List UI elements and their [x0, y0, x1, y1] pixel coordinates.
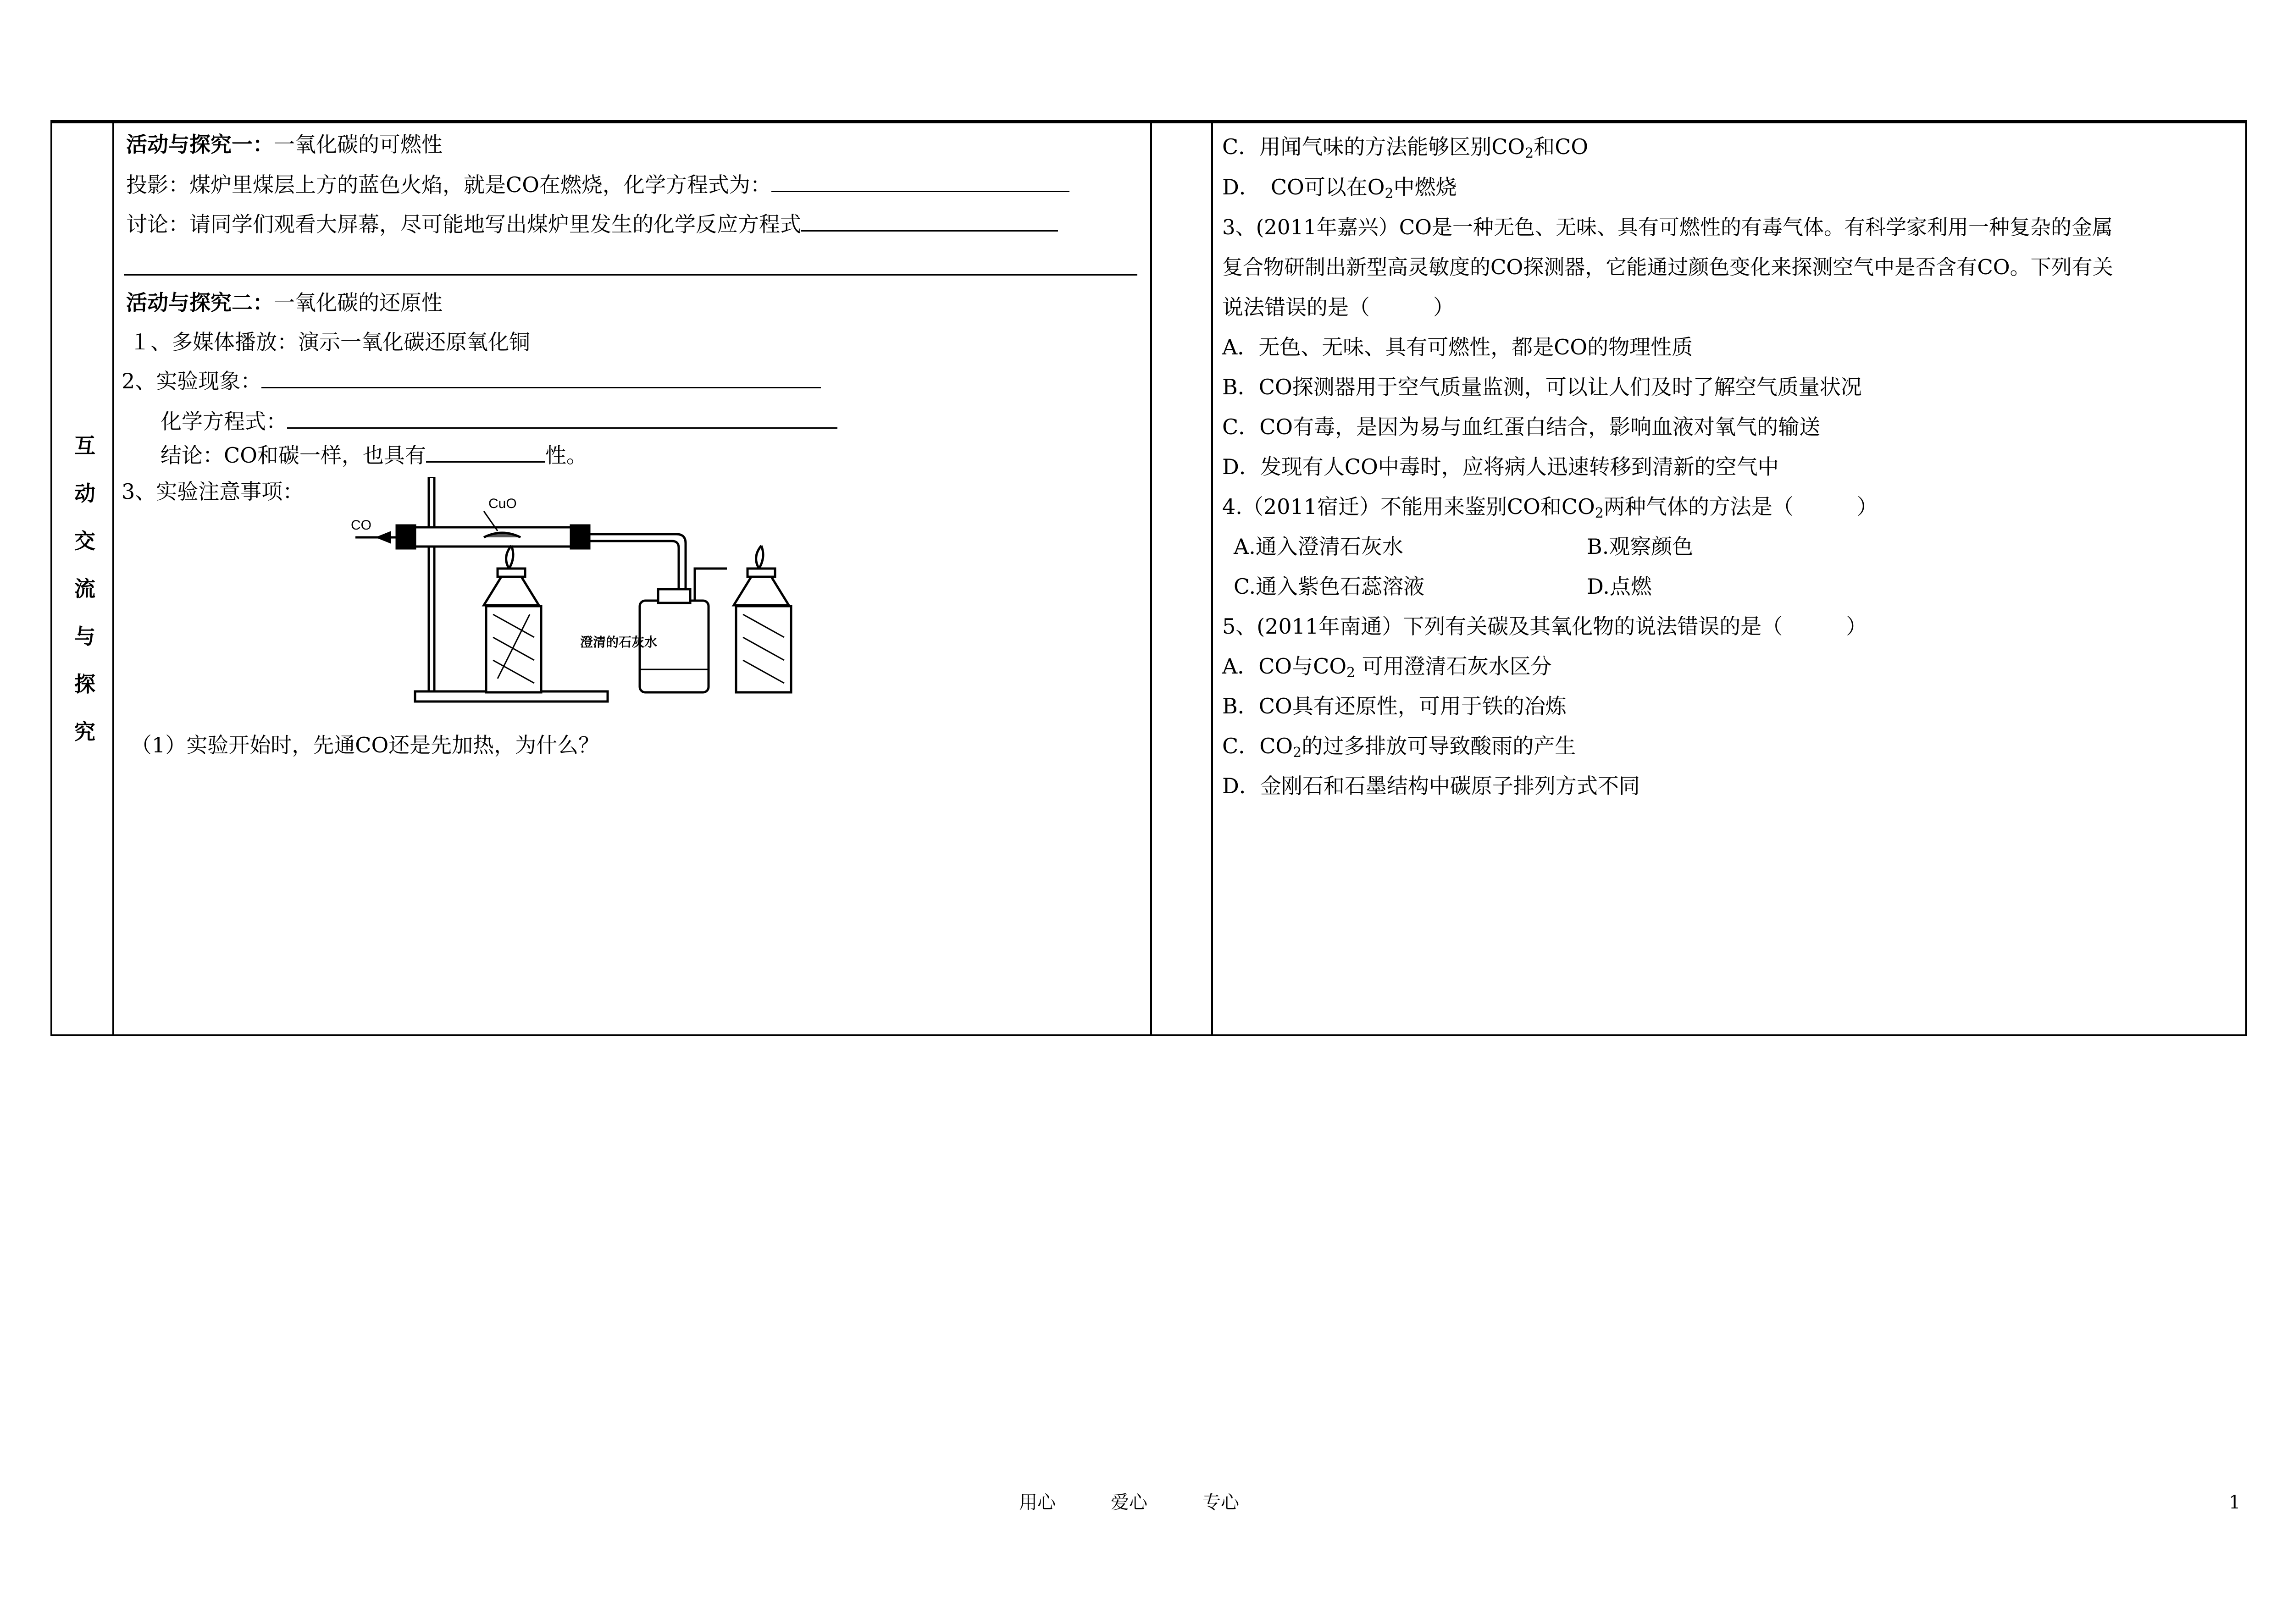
q5-option-d: D．金刚石和石墨结构中碳原子排列方式不同 — [1222, 773, 1640, 798]
subscript: 2 — [1346, 665, 1356, 681]
option-c-post: 和CO — [1534, 134, 1589, 159]
q5-a-pre: A．CO与CO — [1222, 654, 1347, 679]
q3-line2: 复合物研制出新型高灵敏度的CO探测器，它能通过颜色变化来探测空气中是否含有CO。下列有关 — [1222, 255, 2113, 279]
column-divider-2 — [1150, 122, 1152, 1036]
q4-line — [1222, 493, 1878, 520]
co-reduction-apparatus-diagram — [346, 477, 842, 711]
q4-option-a: A.通入澄清石灰水 — [1234, 534, 1403, 559]
q3-line1: 3、(2011年嘉兴）CO是一种无色、无味、具有可燃性的有毒气体。有科学家利用一种复杂的金属 — [1222, 215, 2113, 239]
answer-blank[interactable] — [771, 171, 1069, 192]
side-label-char: 交 — [74, 529, 95, 553]
activity2-heading — [126, 289, 443, 316]
answer-blank[interactable] — [801, 210, 1058, 232]
q5-option-b: B．CO具有还原性，可用于铁的冶炼 — [1222, 694, 1567, 718]
column-divider-3 — [1211, 122, 1213, 1036]
subscript: 2 — [1293, 745, 1302, 761]
q5-option-c — [1222, 732, 1576, 760]
diagram-label-cuo: CuO — [488, 496, 517, 511]
q4-post: 两种气体的方法是（ ） — [1603, 494, 1878, 519]
side-label-char: 究 — [74, 719, 95, 744]
subscript: 2 — [1525, 145, 1534, 161]
conclusion-pre: 结论：CO和碳一样，也具有 — [161, 443, 426, 468]
footer-text-2: 爱心 — [1111, 1492, 1147, 1513]
projection-text: 投影：煤炉里煤层上方的蓝色火焰，就是CO在燃烧，化学方程式为： — [126, 172, 771, 197]
option-d-post: 中燃烧 — [1393, 175, 1457, 199]
answer-line[interactable] — [124, 274, 1137, 276]
footer-text-1: 用心 — [1019, 1492, 1056, 1513]
equation-line — [161, 407, 837, 435]
side-label-char: 探 — [74, 672, 95, 696]
answer-blank[interactable] — [261, 367, 821, 388]
discussion-line — [126, 210, 1058, 238]
equation-text: 化学方程式： — [161, 409, 287, 434]
side-label-char: 与 — [74, 624, 95, 649]
q4-option-b: B.观察颜色 — [1587, 534, 1694, 559]
q4-option-d: D.点燃 — [1587, 574, 1652, 599]
option-d-pre: D． CO可以在O — [1222, 175, 1385, 199]
column-divider-1 — [112, 122, 114, 1036]
activity1-topic: 一氧化碳的可燃性 — [274, 132, 443, 157]
side-label — [71, 422, 99, 756]
q3-option-b: B．CO探测器用于空气质量监测，可以让人们及时了解空气质量状况 — [1222, 375, 1862, 399]
option-c-pre: C．用闻气味的方法能够区别CO — [1222, 134, 1525, 159]
step1: １、多媒体播放：演示一氧化碳还原氧化铜 — [129, 330, 530, 354]
q3-option-a: A．无色、无味、具有可燃性，都是CO的物理性质 — [1222, 335, 1693, 359]
q5-line: 5、(2011年南通）下列有关碳及其氧化物的说法错误的是（ ） — [1222, 614, 1867, 639]
subscript: 2 — [1385, 186, 1394, 202]
answer-blank[interactable] — [426, 441, 545, 463]
q5-c-pre: C．CO — [1222, 734, 1293, 758]
question1: （1）实验开始时，先通CO还是先加热，为什么？ — [131, 733, 600, 757]
discussion-text: 讨论：请同学们观看大屏幕，尽可能地写出煤炉里发生的化学反应方程式 — [126, 212, 801, 237]
option-c-line — [1222, 133, 1588, 160]
step2-text: 2、实验现象： — [122, 369, 262, 393]
step3: 3、实验注意事项： — [122, 479, 304, 504]
activity2-title: 活动与探究二： — [126, 290, 274, 315]
answer-blank[interactable] — [287, 407, 837, 429]
q3-option-d: D．发现有人CO中毒时，应将病人迅速转移到清新的空气中 — [1222, 454, 1779, 479]
diagram-label-co: CO — [351, 518, 371, 533]
activity1-title: 活动与探究一： — [126, 132, 274, 157]
activity2-topic: 一氧化碳的还原性 — [274, 290, 443, 315]
diagram-label-limewater: 澄清的石灰水 — [580, 635, 658, 650]
q3-option-c: C．CO有毒，是因为易与血红蛋白结合，影响血液对氧气的输送 — [1222, 414, 1821, 439]
conclusion-line — [161, 441, 587, 469]
q4-pre: 4.（2011宿迁）不能用来鉴别CO和CO — [1222, 494, 1595, 519]
option-d-line — [1222, 173, 1457, 201]
q5-a-post: 可用澄清石灰水区分 — [1355, 654, 1552, 679]
q4-option-c: C.通入紫色石蕊溶液 — [1234, 574, 1425, 599]
subscript: 2 — [1595, 505, 1604, 521]
footer-text-3: 专心 — [1202, 1492, 1239, 1513]
side-label-char: 互 — [74, 433, 95, 458]
q5-option-a — [1222, 652, 1552, 680]
side-label-char: 流 — [74, 576, 95, 601]
conclusion-post: 性。 — [545, 443, 587, 468]
q3-line3: 说法错误的是（ ） — [1222, 295, 1454, 320]
side-label-char: 动 — [74, 481, 95, 506]
activity1-heading — [126, 131, 443, 158]
q5-c-post: 的过多排放可导致酸雨的产生 — [1302, 734, 1576, 758]
projection-line — [126, 171, 1069, 199]
page-number: 1 — [2229, 1492, 2241, 1513]
step2-line — [122, 367, 821, 395]
